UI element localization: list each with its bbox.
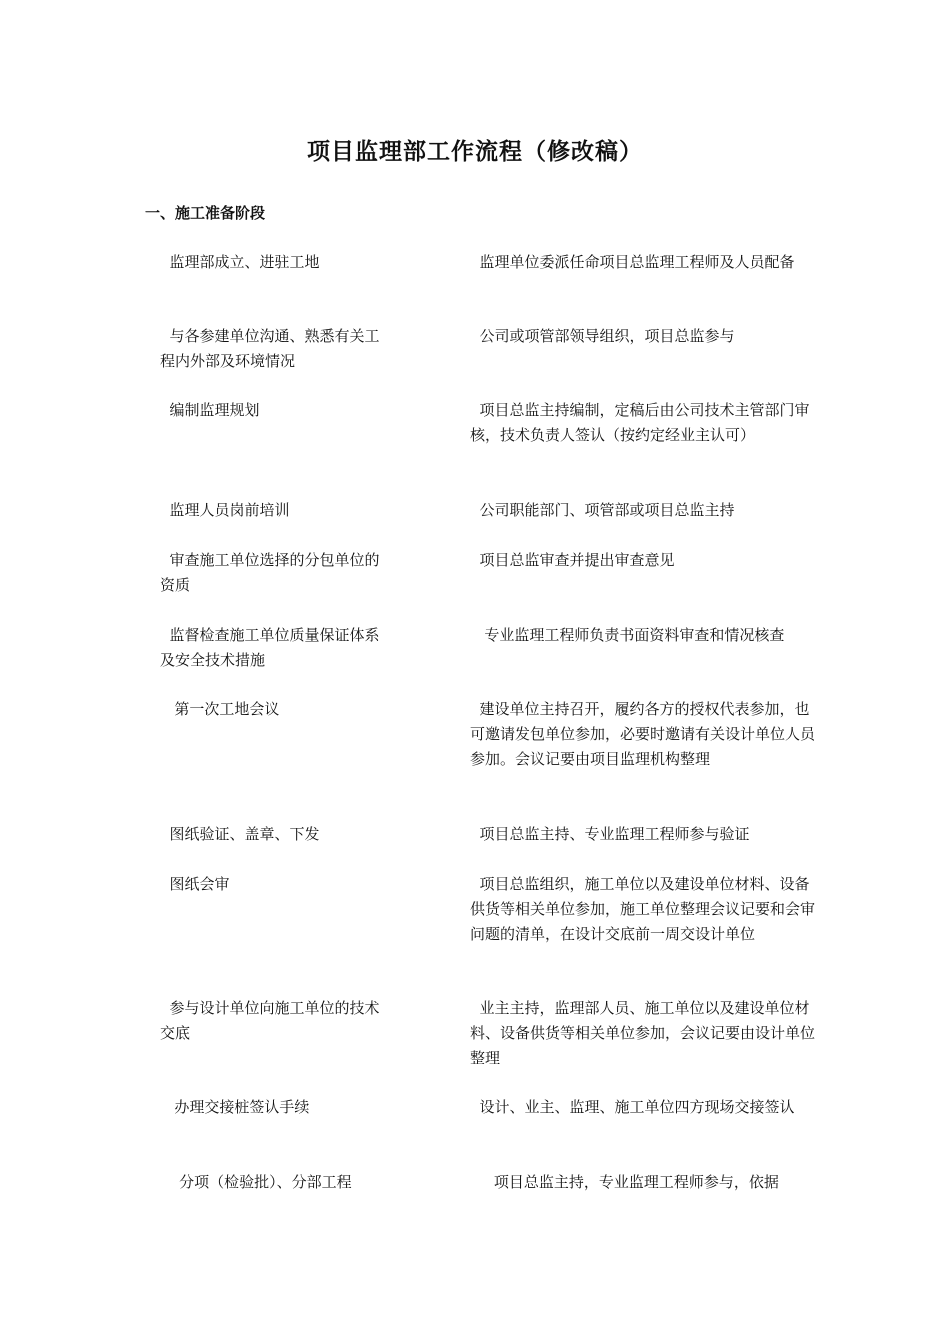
step-description: 项目总监主持、专业监理工程师参与验证 bbox=[470, 825, 750, 843]
step-text: 审查施工单位选择的分包单位的资质 bbox=[160, 551, 380, 594]
step-description: 专业监理工程师负责书面资料审查和情况核查 bbox=[470, 626, 785, 644]
step-description: 项目总监主持编制，定稿后由公司技术主管部门审核，技术负责人签认（按约定经业主认可） bbox=[470, 401, 810, 444]
step-text: 分项（检验批）、分部工程 bbox=[160, 1173, 352, 1191]
step-text: 图纸会审 bbox=[160, 875, 230, 893]
step-text: 编制监理规划 bbox=[160, 401, 260, 419]
step-description: 项目总监主持，专业监理工程师参与，依据 bbox=[470, 1173, 779, 1191]
section-heading: 一、施工准备阶段 bbox=[145, 204, 266, 222]
step-description: 监理单位委派任命项目总监理工程师及人员配备 bbox=[470, 253, 795, 271]
step-description: 业主主持，监理部人员、施工单位以及建设单位材料、设备供货等相关单位参加，会议记要由设计单位整理 bbox=[470, 999, 816, 1067]
step-description: 公司职能部门、项管部或项目总监主持 bbox=[470, 501, 735, 519]
step-text: 第一次工地会议 bbox=[160, 700, 280, 718]
step-description: 项目总监审查并提出审查意见 bbox=[470, 551, 675, 569]
step-text: 与各参建单位沟通、熟悉有关工程内外部及环境情况 bbox=[160, 327, 380, 370]
step-text: 监督检查施工单位质量保证体系及安全技术措施 bbox=[160, 626, 380, 669]
step-text: 参与设计单位向施工单位的技术交底 bbox=[160, 999, 380, 1042]
step-description: 项目总监组织，施工单位以及建设单位材料、设备供货等相关单位参加，施工单位整理会议记要和会审问题的清单，在设计交底前一周交设计单位 bbox=[470, 875, 816, 943]
step-text: 监理人员岗前培训 bbox=[160, 501, 290, 519]
step-text: 办理交接桩签认手续 bbox=[160, 1098, 310, 1116]
page-title: 项目监理部工作流程（修改稿） bbox=[307, 138, 643, 165]
step-description: 设计、业主、监理、施工单位四方现场交接签认 bbox=[470, 1098, 795, 1116]
step-description: 建设单位主持召开，履约各方的授权代表参加，也可邀请发包单位参加，必要时邀请有关设计单位人员参加。会议记要由项目监理机构整理 bbox=[470, 700, 816, 768]
step-text: 监理部成立、进驻工地 bbox=[160, 253, 320, 271]
step-text: 图纸验证、盖章、下发 bbox=[160, 825, 320, 843]
step-description: 公司或项管部领导组织，项目总监参与 bbox=[470, 327, 735, 345]
